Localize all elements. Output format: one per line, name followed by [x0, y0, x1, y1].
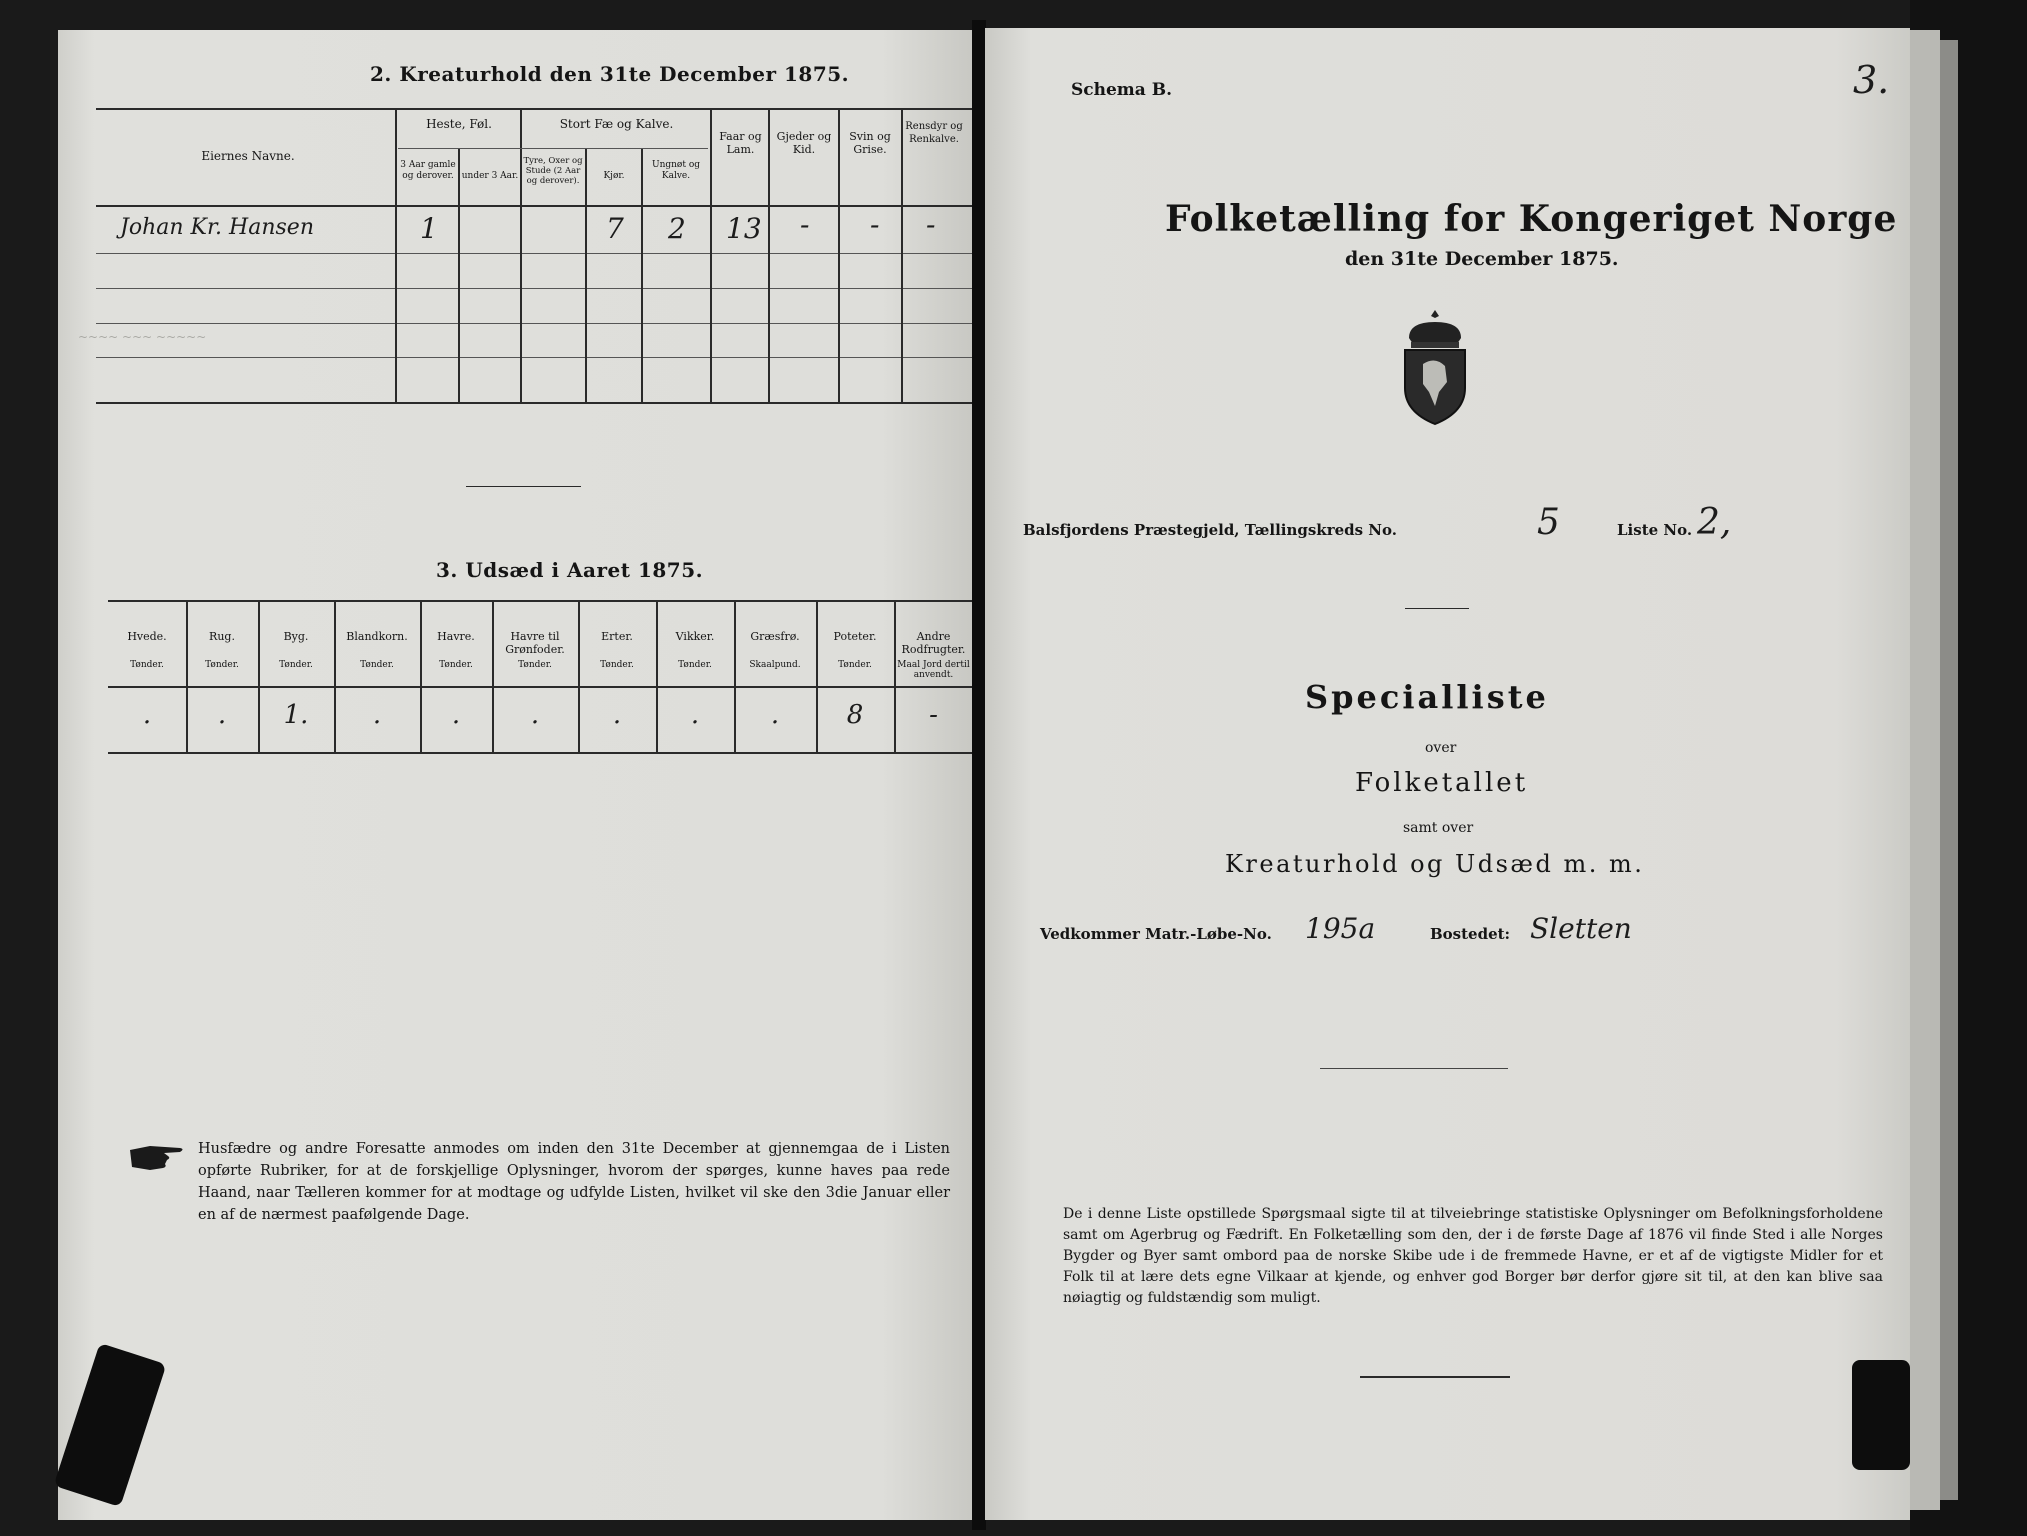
- liste-label: Liste No.: [1617, 521, 1693, 539]
- over-label: over: [1425, 740, 1457, 756]
- table-rule: [96, 402, 973, 404]
- header-tyre: Tyre, Oxer og Stude (2 Aar og derover).: [523, 156, 583, 186]
- bleed-through: ~~~~ ~~~ ~~~~~: [78, 330, 207, 344]
- udsaed-header: Andre Rodfrugter.: [901, 630, 966, 656]
- table-rule: [108, 600, 973, 602]
- cell-rensdyr: -: [926, 208, 936, 241]
- table-rule: [585, 148, 587, 402]
- udsaed-unit: Tønder.: [205, 660, 239, 670]
- header-stort: Stort Fæ og Kalve.: [559, 117, 674, 131]
- udsaed-header: Vikker.: [675, 630, 715, 643]
- table-rule: [458, 148, 460, 402]
- cell-kjor: 7: [606, 212, 624, 245]
- kreaturhold-heading: Kreaturhold og Udsæd m. m.: [1225, 850, 1645, 878]
- udsaed-value: 1.: [283, 700, 309, 730]
- udsaed-header: Byg.: [283, 630, 309, 643]
- udsaed-value: .: [612, 700, 622, 730]
- header-ungnot: Ungnøt og Kalve.: [651, 160, 700, 181]
- page-number: 3.: [1853, 58, 1890, 102]
- header-rensdyr: Rensdyr og Renkalve.: [905, 121, 963, 145]
- udsaed-header: Erter.: [601, 630, 633, 643]
- info-paragraph: De i denne Liste opstillede Spørgsmaal sigte til at tilveiebringe statistiske Oplysninger om Befolkningsforholdene samt om Agerbrug og Fædrift. En Folketælling som den, der i de første Dage af 1876 vil finde Sted i alle Norges Bygder og Byer samt ombord paa de norske Skibe ude i de fremmede Havne, er et af de vigtigste Midler for et Folk til at lære dets egne Vilkaar at kjende, og enhver god Borger bør derfor gjøre sit til, at den kan blive saa nøiagtig og fuldstændig som muligt.: [1063, 1206, 1883, 1306]
- udsaed-value: .: [142, 700, 152, 730]
- cell-owner: Johan Kr. Hansen: [120, 215, 314, 240]
- main-title: Folketælling for Kongeriget Norge: [1165, 198, 1898, 240]
- cell-heste-3aar: 1: [420, 212, 438, 245]
- table-rule: [398, 148, 708, 149]
- separator: [1360, 1376, 1510, 1378]
- header-svin: Svin og Grise.: [849, 130, 891, 156]
- table-rule: [96, 357, 973, 358]
- book-spine: [972, 20, 986, 1530]
- udsaed-header: Græsfrø.: [750, 630, 800, 643]
- udsaed-value: .: [770, 700, 780, 730]
- udsaed-header: Poteter.: [833, 630, 877, 643]
- separator: [466, 486, 581, 487]
- separator: [1320, 1068, 1508, 1069]
- right-page: [985, 28, 1910, 1520]
- udsaed-unit: Tønder.: [130, 660, 164, 670]
- left-page: [58, 30, 973, 1520]
- bostedet-label: Bostedet:: [1430, 925, 1511, 943]
- folketallet-heading: Folketallet: [1355, 768, 1529, 798]
- pointing-hand-icon: [128, 1140, 186, 1174]
- udsaed-header: Havre til Grønfoder.: [505, 630, 565, 656]
- udsaed-unit: Tønder.: [439, 660, 473, 670]
- udsaed-value: .: [690, 700, 700, 730]
- header-faar: Faar og Lam.: [719, 130, 762, 156]
- udsaed-value: -: [929, 700, 938, 730]
- udsaed-value: .: [372, 700, 382, 730]
- bostedet-value: Sletten: [1530, 912, 1632, 945]
- table-rule: [96, 205, 973, 207]
- cell-gjeder: -: [800, 208, 810, 241]
- cell-faar: 13: [726, 212, 762, 245]
- udsaed-unit: Tønder.: [838, 660, 872, 670]
- schema-label: Schema B.: [1071, 80, 1173, 100]
- prestegjeld-label: Balsfjordens Præstegjeld, Tællingskreds No.: [1023, 521, 1397, 539]
- table-rule: [96, 253, 973, 254]
- udsaed-header: Havre.: [437, 630, 475, 643]
- liste-no: 2,: [1697, 502, 1732, 543]
- header-owner: Eiernes Navne.: [201, 149, 295, 163]
- udsaed-unit: Tønder.: [518, 660, 552, 670]
- notice-text: Husfædre og andre Foresatte anmodes om inden den 31te December at gjennemgaa de i Listen opførte Rubriker, for at de forskjellige Oplysninger, hvorom der spørges, kunne haves paa rede Haand, naar Tælleren kommer for at modtage og udfylde Listen, hvilket vil ske den 3die Januar eller en af de nærmest paafølgende Dage.: [198, 1141, 950, 1223]
- norway-coat-of-arms-icon: [1395, 308, 1475, 428]
- udsaed-value: 8: [846, 700, 864, 730]
- udsaed-unit: Tønder.: [678, 660, 712, 670]
- header-heste: Heste, Føl.: [426, 117, 492, 131]
- table-rule: [395, 108, 397, 402]
- header-kjor: Kjør.: [603, 171, 625, 181]
- table-rule: [96, 323, 973, 324]
- section3-title: 3. Udsæd i Aaret 1875.: [436, 558, 704, 582]
- udsaed-header: Hvede.: [127, 630, 167, 643]
- samt-over-label: samt over: [1403, 820, 1474, 836]
- table-rule: [96, 108, 973, 110]
- table-rule: [641, 148, 643, 402]
- udsaed-header: Rug.: [209, 630, 235, 643]
- table-rule: [710, 108, 712, 402]
- next-page-edge: [1940, 40, 1958, 1500]
- udsaed-value: .: [217, 700, 227, 730]
- separator: [1405, 608, 1469, 609]
- header-heste-under3: under 3 Aar.: [461, 171, 519, 181]
- index-tab: [1852, 1360, 1910, 1470]
- header-gjeder: Gjeder og Kid.: [776, 130, 832, 156]
- udsaed-unit: Tønder.: [279, 660, 313, 670]
- next-page-edge: [1910, 30, 1940, 1510]
- main-subtitle: den 31te December 1875.: [1345, 248, 1619, 270]
- cell-ungnot: 2: [668, 212, 686, 245]
- section2-title: 2. Kreaturhold den 31te December 1875.: [370, 62, 850, 86]
- udsaed-unit: Maal Jord dertil anvendt.: [897, 660, 970, 680]
- udsaed-value: .: [530, 700, 540, 730]
- udsaed-unit: Tønder.: [360, 660, 394, 670]
- kreds-no: 5: [1537, 502, 1560, 543]
- udsaed-unit: Skaalpund.: [749, 660, 801, 670]
- table-rule: [96, 288, 973, 289]
- table-rule: [901, 108, 903, 402]
- cell-svin: -: [870, 208, 880, 241]
- matr-label: Vedkommer Matr.-Løbe-No.: [1040, 925, 1272, 943]
- udsaed-unit: Tønder.: [600, 660, 634, 670]
- udsaed-header: Blandkorn.: [346, 630, 408, 643]
- matr-value: 195a: [1305, 912, 1376, 945]
- table-rule: [520, 108, 522, 402]
- specialliste-heading: Specialliste: [1305, 678, 1549, 716]
- header-heste-3aar: 3 Aar gamle og derover.: [400, 160, 456, 181]
- table-rule: [108, 752, 973, 754]
- udsaed-value: .: [451, 700, 461, 730]
- table-rule: [108, 686, 973, 688]
